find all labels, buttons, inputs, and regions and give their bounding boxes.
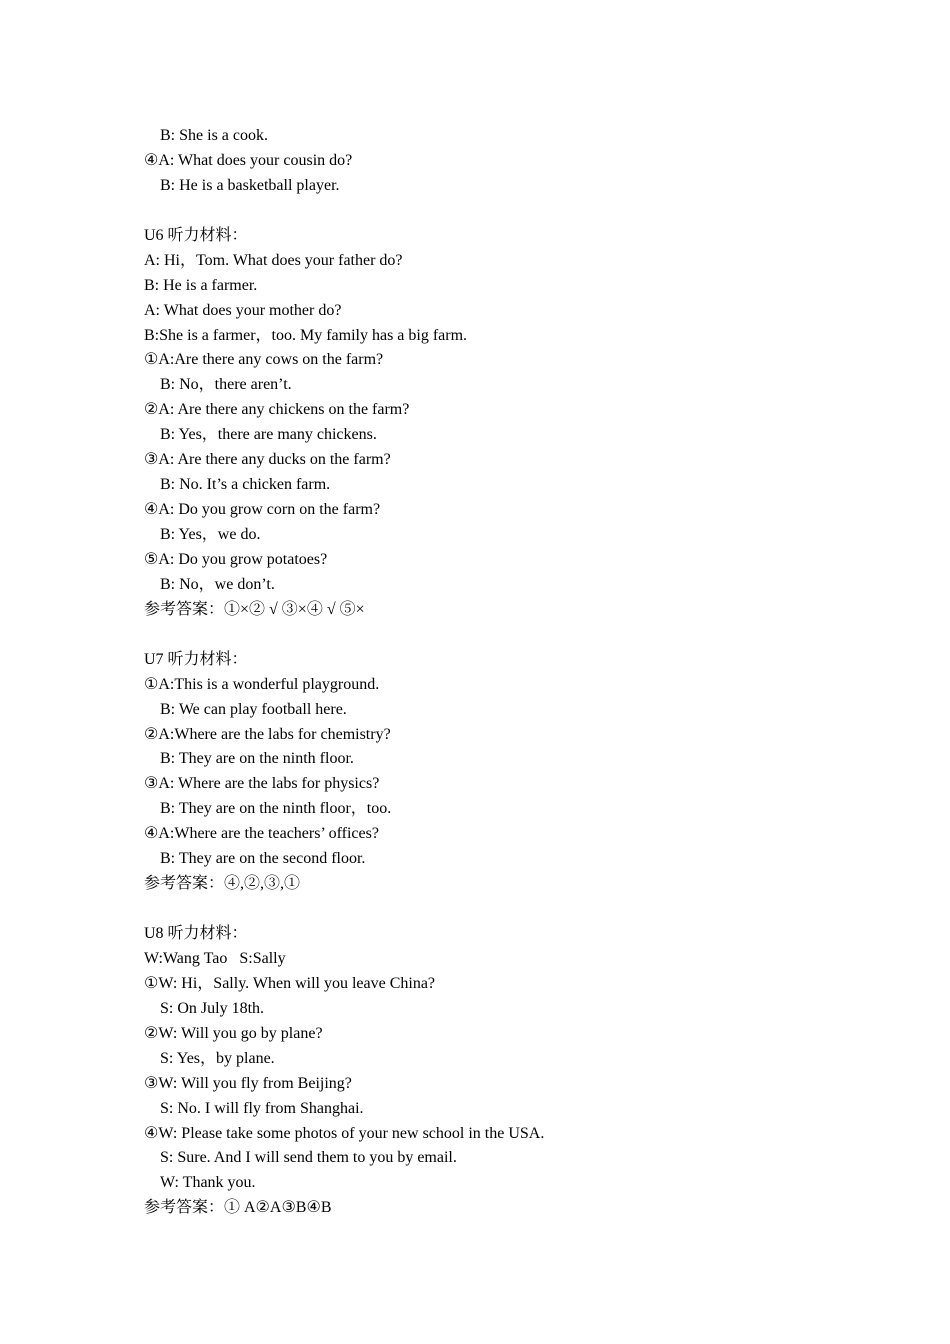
blank-line [144,199,844,224]
dialogue-line: A: Hi，Tom. What does your father do? [144,251,403,269]
dialogue-line: B: Yes，there are many chickens. [160,426,377,444]
dialogue-line: ④A: Do you grow corn on the farm? [144,501,381,519]
u6-heading: U6 听力材料： [144,226,248,244]
dialogue-line: B: They are on the ninth floor，too. [160,800,392,818]
dialogue-line: ①W: Hi，Sally. When will you leave China? [144,974,436,992]
dialogue-line: B: He is a basketball player. [160,176,340,194]
dialogue-line: B: They are on the second floor. [160,850,366,868]
dialogue-line: ①A:Are there any cows on the farm? [144,351,384,369]
dialogue-line: ②W: Will you go by plane? [144,1024,323,1042]
dialogue-line: ②A: Are there any chickens on the farm? [144,401,410,419]
dialogue-line: ③W: Will you fly from Beijing? [144,1074,352,1092]
dialogue-line: ⑤A: Do you grow potatoes? [144,550,328,568]
blank-line [144,623,844,648]
dialogue-line: S: Yes，by plane. [160,1049,275,1067]
dialogue-line: S: On July 18th. [160,999,265,1017]
dialogue-line: B: No，we don’t. [160,575,275,593]
dialogue-line: W: Thank you. [160,1174,256,1192]
u7-answer-key: 参考答案：④,②,③,① [144,875,301,893]
dialogue-line: S: No. I will fly from Shanghai. [160,1099,364,1117]
dialogue-line: B: They are on the ninth floor. [160,750,354,768]
dialogue-line: ①A:This is a wonderful playground. [144,675,380,693]
dialogue-line: B: She is a cook. [160,127,268,144]
dialogue-line: B: We can play football here. [160,700,347,718]
dialogue-line: A: What does your mother do? [144,301,342,319]
u7-heading: U7 听力材料： [144,650,248,668]
dialogue-line: B: Yes，we do. [160,526,261,543]
document-body [144,124,844,1221]
dialogue-line: ②A:Where are the labs for chemistry? [144,725,391,743]
dialogue-line: ④W: Please take some photos of your new school in the USA. [144,1124,545,1142]
dialogue-line: ③A: Where are the labs for physics? [144,775,380,793]
dialogue-line: B:She is a farmer，too. My family has a big farm. [144,326,468,344]
dialogue-line: ④A:Where are the teachers’ offices? [144,825,379,843]
u8-heading: U8 听力材料： [144,925,248,942]
dialogue-line: S: Sure. And I will send them to you by email. [160,1149,457,1167]
u8-speakers: W:Wang Tao S:Sally [144,949,286,967]
dialogue-line: ③A: Are there any ducks on the farm? [144,451,391,469]
dialogue-line: B: No，there aren’t. [160,376,292,394]
dialogue-line: B: No. It’s a chicken farm. [160,476,331,494]
u8-answer-key: 参考答案：① A②A③B④B [144,1199,332,1217]
u6-answer-key: 参考答案：①×② √ ③×④ √ ⑤× [144,600,365,618]
blank-line [144,897,844,922]
dialogue-line: ④A: What does your cousin do? [144,151,353,169]
dialogue-line: B: He is a farmer. [144,276,258,294]
